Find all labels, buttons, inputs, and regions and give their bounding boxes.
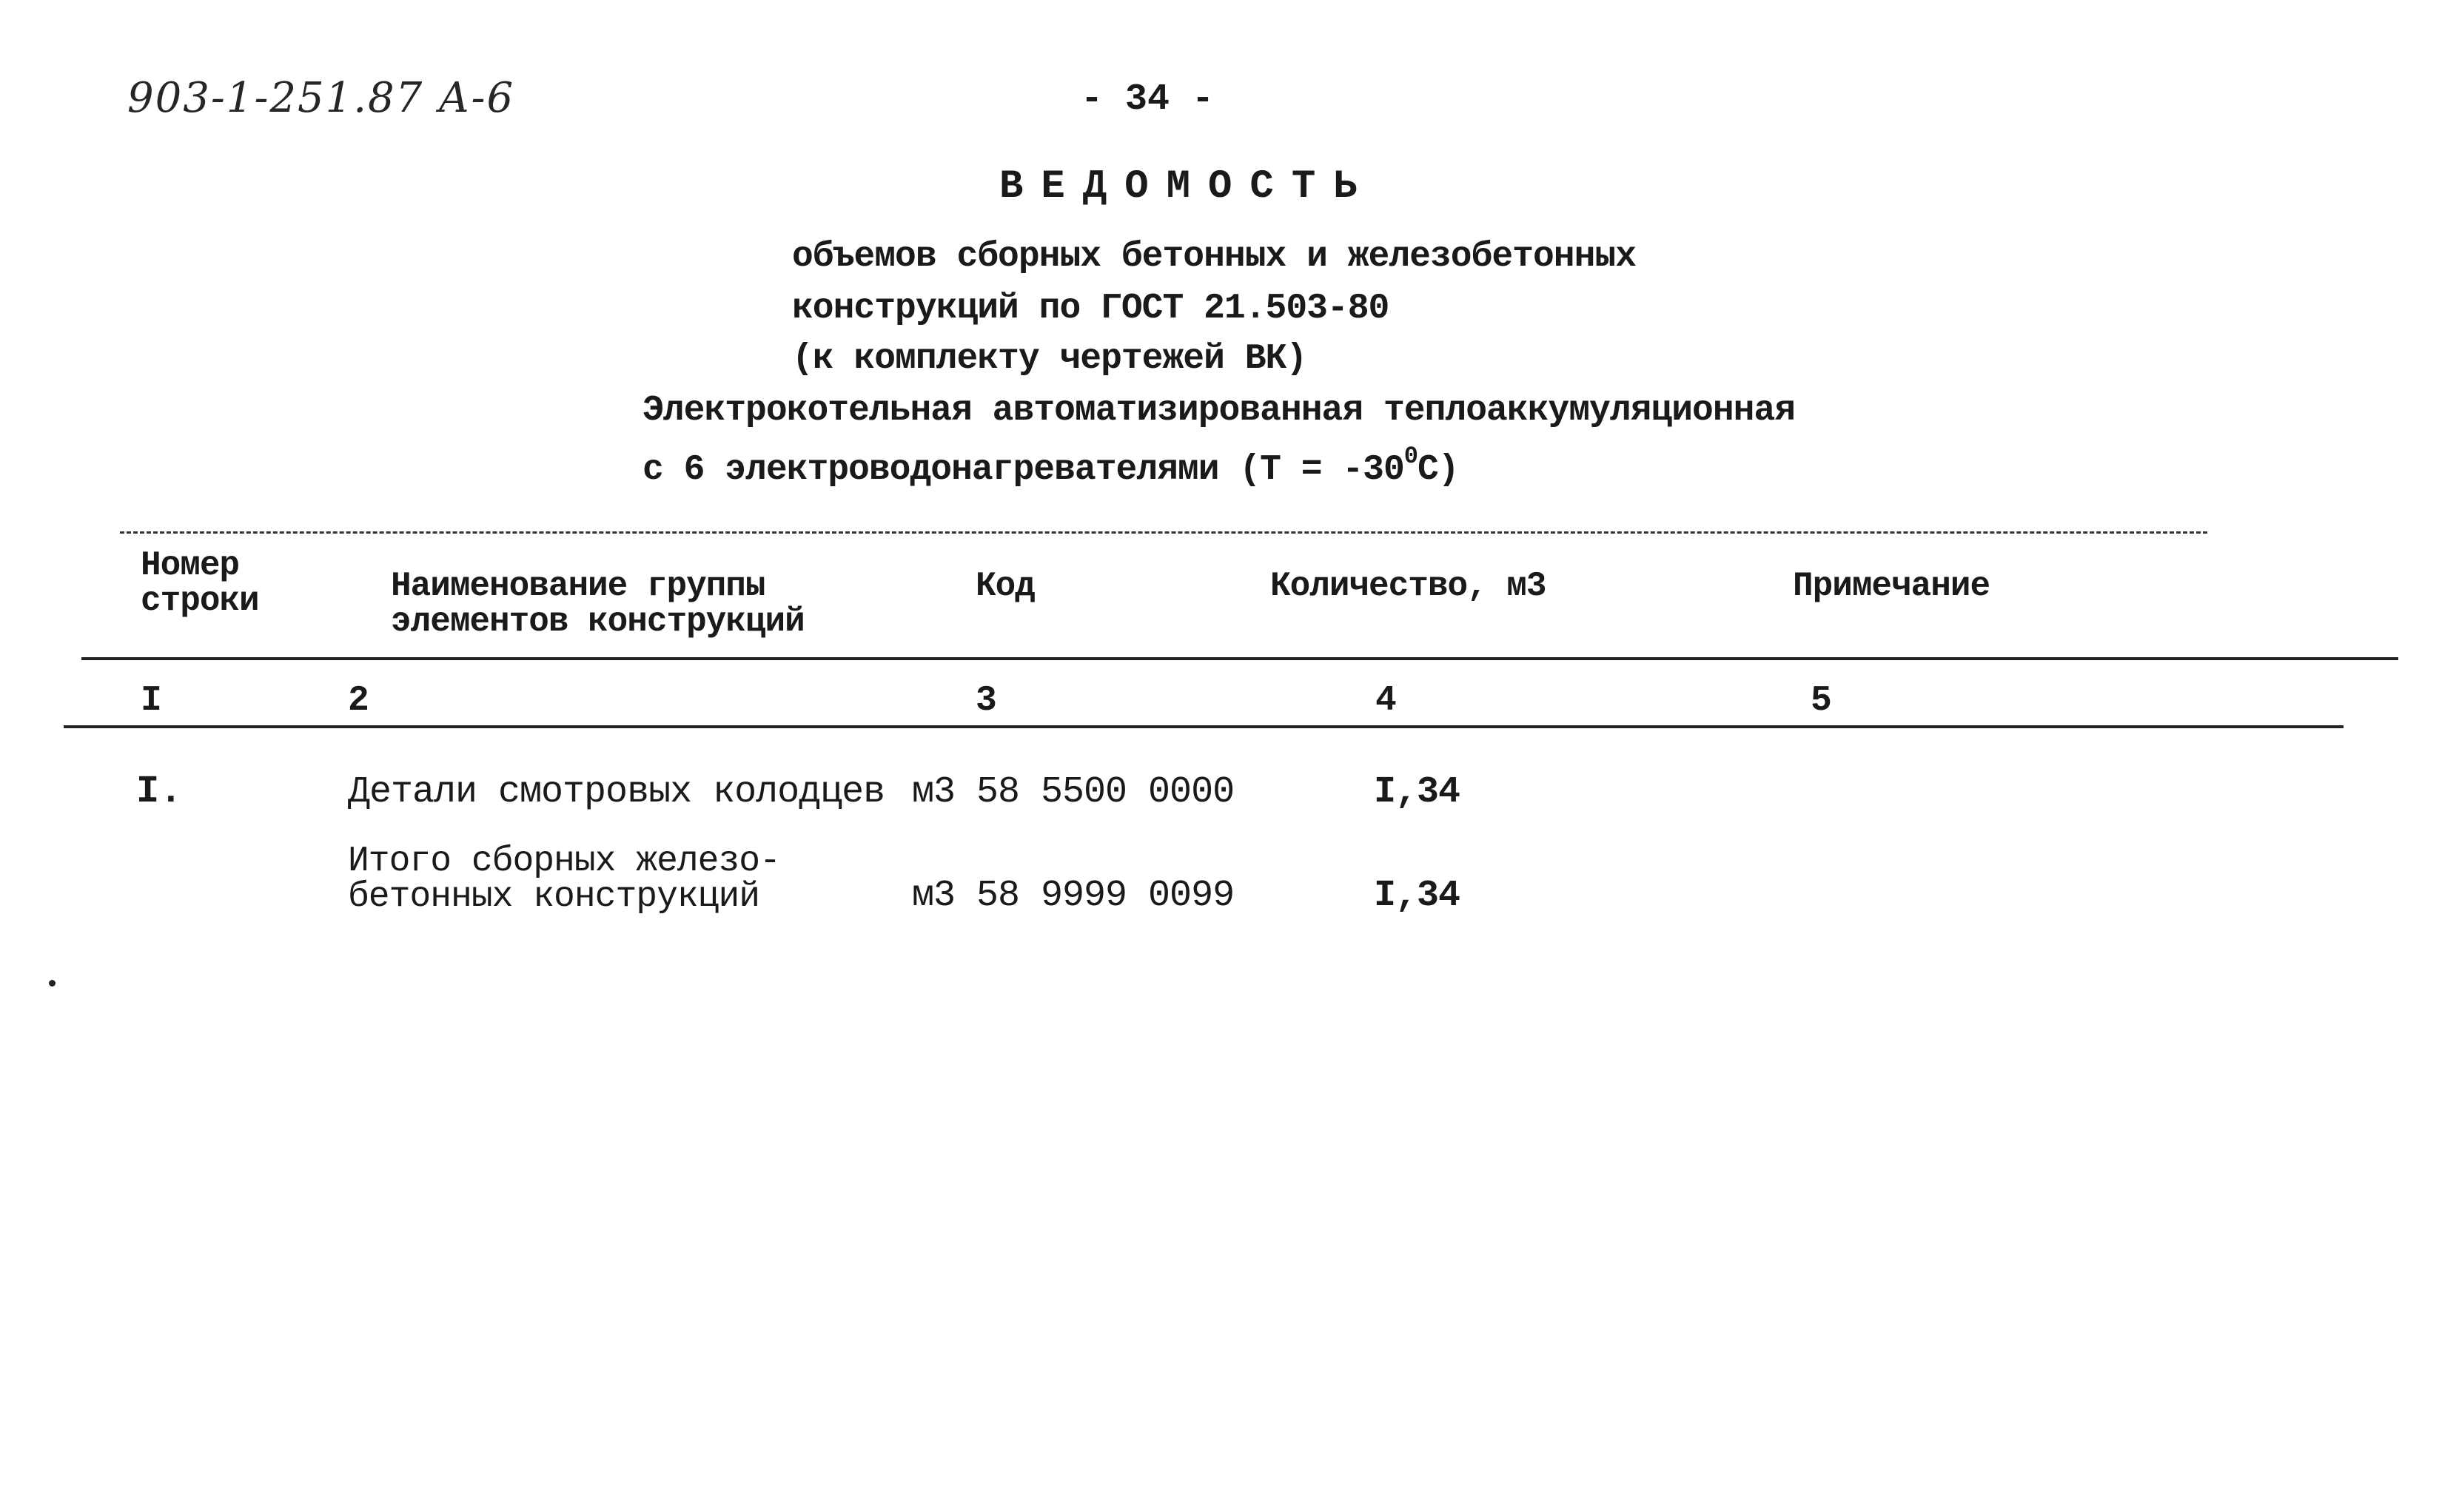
degree-mark: 0 (1403, 443, 1418, 470)
row-1-number: I. (136, 770, 183, 813)
header-row-number (141, 548, 259, 619)
row-2-name-line-2: бетонных конструкций (348, 877, 760, 917)
subtitle-line-4: Электрокотельная автоматизированная теплоаккумуляционная (643, 391, 1796, 431)
subtitle-line-2: конструкций по ГОСТ 21.503-80 (792, 289, 1389, 329)
column-number-5: 5 (1811, 681, 1832, 721)
header-row-number-line-2: строки (141, 582, 259, 620)
row-2-code: м3 58 9999 0099 (912, 875, 1235, 917)
header-group-name (391, 568, 805, 639)
table-top-rule (120, 531, 2207, 534)
column-number-1: I (141, 681, 162, 721)
margin-dot (49, 980, 56, 987)
column-number-3: 3 (976, 681, 997, 721)
document-code: 903-1-251.87 А-6 (127, 74, 515, 122)
page-number: - 34 - (1081, 78, 1215, 121)
header-quantity: Количество, м3 (1270, 567, 1546, 605)
subtitle-line-5-text: с 6 электроводонагревателями (Т = -30 (643, 450, 1404, 490)
row-2-name (348, 841, 780, 917)
row-1-name: Детали смотровых колодцев (348, 771, 885, 813)
document-title: ВЕДОМОСТЬ (999, 164, 1375, 209)
header-group-name-line-2: элементов конструкций (391, 602, 805, 641)
row-2-quantity: I,34 (1374, 875, 1460, 917)
row-2-name-line-1: Итого сборных железо- (348, 841, 780, 881)
header-row-number-line-1: Номер (141, 546, 240, 585)
header-code: Код (976, 567, 1035, 605)
subtitle-line-3: (к комплекту чертежей ВК) (792, 339, 1307, 379)
column-numbers-rule (64, 725, 2344, 728)
column-number-4: 4 (1375, 681, 1397, 721)
header-group-name-line-1: Наименование группы (391, 567, 765, 605)
subtitle-line-5-unit: С) (1417, 450, 1459, 490)
row-1-code: м3 58 5500 0000 (912, 771, 1235, 813)
column-number-2: 2 (348, 681, 369, 721)
header-note: Примечание (1793, 567, 1990, 605)
header-bottom-rule (81, 657, 2398, 660)
subtitle-line-5 (643, 443, 1459, 490)
row-1-quantity: I,34 (1374, 771, 1460, 813)
subtitle-line-1: объемов сборных бетонных и железобетонных (792, 237, 1636, 277)
